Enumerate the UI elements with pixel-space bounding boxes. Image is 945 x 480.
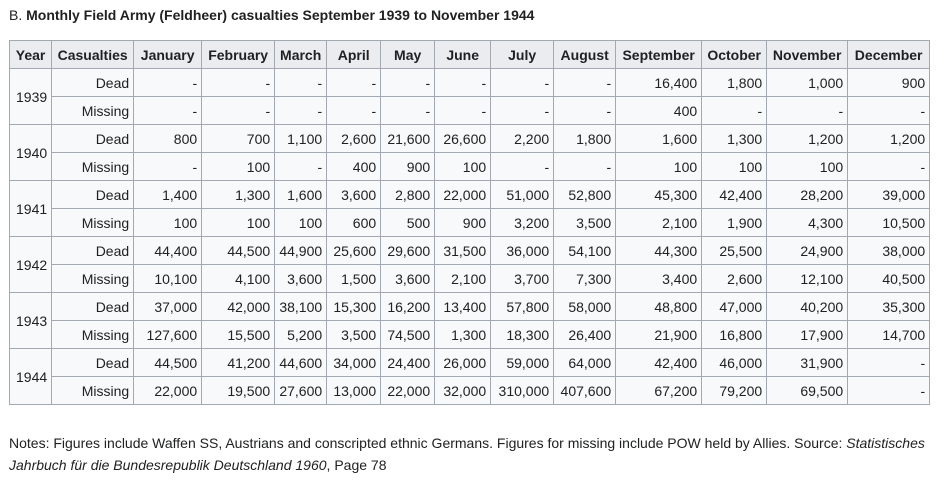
- casualty-type-cell: Missing: [52, 209, 134, 237]
- value-cell: 100: [202, 209, 275, 237]
- value-cell: 407,600: [554, 377, 616, 405]
- value-cell: 22,000: [435, 181, 491, 209]
- value-cell: 31,500: [435, 237, 491, 265]
- value-cell: 21,600: [381, 125, 435, 153]
- header-cell: March: [275, 41, 327, 69]
- value-cell: 69,500: [767, 377, 848, 405]
- value-cell: 12,100: [767, 265, 848, 293]
- table-row: [10, 153, 930, 181]
- value-cell: 37,000: [134, 293, 202, 321]
- value-cell: 3,600: [275, 265, 327, 293]
- value-cell: 500: [381, 209, 435, 237]
- header-cell: June: [435, 41, 491, 69]
- value-cell: 35,300: [848, 293, 930, 321]
- caption-title: Monthly Field Army (Feldheer) casualties September 1939 to November 1944: [26, 7, 535, 23]
- header-cell: December: [848, 41, 930, 69]
- value-cell: 36,000: [491, 237, 554, 265]
- table-caption: [9, 7, 534, 23]
- value-cell: 29,600: [381, 237, 435, 265]
- value-cell: 38,100: [275, 293, 327, 321]
- value-cell: -: [134, 97, 202, 125]
- table-row: [10, 349, 930, 377]
- value-cell: 46,000: [702, 349, 767, 377]
- value-cell: 40,500: [848, 265, 930, 293]
- value-cell: 31,900: [767, 349, 848, 377]
- table-row: [10, 377, 930, 405]
- value-cell: 2,800: [381, 181, 435, 209]
- value-cell: 100: [134, 209, 202, 237]
- value-cell: 67,200: [616, 377, 702, 405]
- value-cell: 1,800: [702, 69, 767, 97]
- value-cell: 25,500: [702, 237, 767, 265]
- value-cell: 54,100: [554, 237, 616, 265]
- value-cell: 2,600: [327, 125, 381, 153]
- value-cell: 44,900: [275, 237, 327, 265]
- value-cell: 3,600: [327, 181, 381, 209]
- value-cell: -: [381, 97, 435, 125]
- value-cell: 100: [202, 153, 275, 181]
- value-cell: -: [848, 97, 930, 125]
- value-cell: -: [848, 153, 930, 181]
- value-cell: 900: [848, 69, 930, 97]
- table-notes: [9, 432, 934, 476]
- casualty-type-cell: Dead: [52, 181, 134, 209]
- casualty-type-cell: Dead: [52, 125, 134, 153]
- value-cell: 3,700: [491, 265, 554, 293]
- table-row: [10, 209, 930, 237]
- value-cell: 2,200: [491, 125, 554, 153]
- value-cell: 24,400: [381, 349, 435, 377]
- table-row: [10, 237, 930, 265]
- value-cell: 3,500: [554, 209, 616, 237]
- value-cell: -: [202, 97, 275, 125]
- value-cell: 100: [767, 153, 848, 181]
- notes-tail: , Page 78: [326, 457, 387, 473]
- value-cell: 100: [435, 153, 491, 181]
- value-cell: 2,100: [616, 209, 702, 237]
- value-cell: 28,200: [767, 181, 848, 209]
- value-cell: -: [275, 69, 327, 97]
- value-cell: -: [327, 97, 381, 125]
- value-cell: -: [767, 97, 848, 125]
- value-cell: 48,800: [616, 293, 702, 321]
- value-cell: 1,300: [702, 125, 767, 153]
- header-row: [10, 41, 930, 69]
- value-cell: 42,400: [702, 181, 767, 209]
- value-cell: 100: [702, 153, 767, 181]
- value-cell: -: [848, 349, 930, 377]
- value-cell: 2,600: [702, 265, 767, 293]
- value-cell: 14,700: [848, 321, 930, 349]
- value-cell: 1,000: [767, 69, 848, 97]
- value-cell: 310,000: [491, 377, 554, 405]
- value-cell: 44,300: [616, 237, 702, 265]
- table-row: [10, 69, 930, 97]
- value-cell: 15,300: [327, 293, 381, 321]
- value-cell: 400: [616, 97, 702, 125]
- casualty-type-cell: Missing: [52, 321, 134, 349]
- value-cell: 40,200: [767, 293, 848, 321]
- value-cell: 5,200: [275, 321, 327, 349]
- notes-source: Statistisches Jahrbuch für die Bundesrepublik Deutschland 1960: [9, 435, 925, 473]
- table-row: [10, 293, 930, 321]
- value-cell: 44,400: [134, 237, 202, 265]
- value-cell: 900: [381, 153, 435, 181]
- value-cell: 22,000: [381, 377, 435, 405]
- value-cell: 26,600: [435, 125, 491, 153]
- value-cell: 38,000: [848, 237, 930, 265]
- value-cell: 47,000: [702, 293, 767, 321]
- value-cell: 26,000: [435, 349, 491, 377]
- year-cell: 1940: [10, 125, 52, 181]
- value-cell: 1,200: [767, 125, 848, 153]
- year-cell: 1943: [10, 293, 52, 349]
- value-cell: 3,200: [491, 209, 554, 237]
- value-cell: 3,500: [327, 321, 381, 349]
- value-cell: -: [275, 153, 327, 181]
- value-cell: 44,600: [275, 349, 327, 377]
- value-cell: 32,000: [435, 377, 491, 405]
- value-cell: 21,900: [616, 321, 702, 349]
- value-cell: -: [491, 69, 554, 97]
- value-cell: 79,200: [702, 377, 767, 405]
- value-cell: -: [435, 97, 491, 125]
- header-cell: February: [202, 41, 275, 69]
- value-cell: 13,000: [327, 377, 381, 405]
- value-cell: 42,000: [202, 293, 275, 321]
- value-cell: 57,800: [491, 293, 554, 321]
- value-cell: 51,000: [491, 181, 554, 209]
- casualty-type-cell: Missing: [52, 153, 134, 181]
- value-cell: 15,500: [202, 321, 275, 349]
- value-cell: 1,300: [435, 321, 491, 349]
- value-cell: 10,100: [134, 265, 202, 293]
- header-cell: Casualties: [52, 41, 134, 69]
- value-cell: 800: [134, 125, 202, 153]
- value-cell: 16,800: [702, 321, 767, 349]
- value-cell: -: [554, 97, 616, 125]
- value-cell: -: [491, 97, 554, 125]
- value-cell: -: [381, 69, 435, 97]
- value-cell: 34,000: [327, 349, 381, 377]
- value-cell: 1,800: [554, 125, 616, 153]
- value-cell: 400: [327, 153, 381, 181]
- header-cell: April: [327, 41, 381, 69]
- value-cell: -: [491, 153, 554, 181]
- value-cell: 1,500: [327, 265, 381, 293]
- value-cell: -: [275, 97, 327, 125]
- value-cell: 41,200: [202, 349, 275, 377]
- casualty-type-cell: Missing: [52, 265, 134, 293]
- value-cell: 10,500: [848, 209, 930, 237]
- value-cell: 44,500: [202, 237, 275, 265]
- header-cell: May: [381, 41, 435, 69]
- value-cell: 1,900: [702, 209, 767, 237]
- notes-text: Notes: Figures include Waffen SS, Austrians and conscripted ethnic Germans. Figures for missing include POW held by Allies. Source:: [9, 435, 847, 451]
- casualty-type-cell: Dead: [52, 237, 134, 265]
- value-cell: -: [202, 69, 275, 97]
- casualty-type-cell: Missing: [52, 377, 134, 405]
- value-cell: 19,500: [202, 377, 275, 405]
- header-cell: October: [702, 41, 767, 69]
- casualty-type-cell: Missing: [52, 97, 134, 125]
- value-cell: 1,400: [134, 181, 202, 209]
- value-cell: 7,300: [554, 265, 616, 293]
- value-cell: 17,900: [767, 321, 848, 349]
- value-cell: 26,400: [554, 321, 616, 349]
- value-cell: 127,600: [134, 321, 202, 349]
- year-cell: 1941: [10, 181, 52, 237]
- value-cell: 39,000: [848, 181, 930, 209]
- table-row: [10, 321, 930, 349]
- table-row: [10, 181, 930, 209]
- value-cell: 18,300: [491, 321, 554, 349]
- value-cell: 22,000: [134, 377, 202, 405]
- value-cell: 59,000: [491, 349, 554, 377]
- value-cell: -: [327, 69, 381, 97]
- value-cell: 1,600: [616, 125, 702, 153]
- value-cell: 2,100: [435, 265, 491, 293]
- value-cell: 100: [616, 153, 702, 181]
- value-cell: -: [554, 153, 616, 181]
- value-cell: -: [702, 97, 767, 125]
- value-cell: 45,300: [616, 181, 702, 209]
- value-cell: 1,200: [848, 125, 930, 153]
- value-cell: 52,800: [554, 181, 616, 209]
- value-cell: 24,900: [767, 237, 848, 265]
- value-cell: 74,500: [381, 321, 435, 349]
- value-cell: 42,400: [616, 349, 702, 377]
- header-cell: September: [616, 41, 702, 69]
- value-cell: 3,400: [616, 265, 702, 293]
- table-row: [10, 125, 930, 153]
- value-cell: 1,300: [202, 181, 275, 209]
- casualty-type-cell: Dead: [52, 349, 134, 377]
- value-cell: 4,300: [767, 209, 848, 237]
- value-cell: 1,100: [275, 125, 327, 153]
- value-cell: 25,600: [327, 237, 381, 265]
- value-cell: 4,100: [202, 265, 275, 293]
- value-cell: 58,000: [554, 293, 616, 321]
- value-cell: 600: [327, 209, 381, 237]
- year-cell: 1944: [10, 349, 52, 405]
- value-cell: 16,200: [381, 293, 435, 321]
- value-cell: 1,600: [275, 181, 327, 209]
- year-cell: 1942: [10, 237, 52, 293]
- header-cell: November: [767, 41, 848, 69]
- casualties-table: [9, 40, 930, 405]
- table-row: [10, 97, 930, 125]
- value-cell: 64,000: [554, 349, 616, 377]
- value-cell: -: [134, 153, 202, 181]
- table-row: [10, 265, 930, 293]
- value-cell: 100: [275, 209, 327, 237]
- table-body: [10, 69, 930, 405]
- casualty-type-cell: Dead: [52, 293, 134, 321]
- value-cell: -: [134, 69, 202, 97]
- value-cell: 16,400: [616, 69, 702, 97]
- value-cell: 44,500: [134, 349, 202, 377]
- value-cell: 700: [202, 125, 275, 153]
- year-cell: 1939: [10, 69, 52, 125]
- value-cell: -: [848, 377, 930, 405]
- value-cell: -: [554, 69, 616, 97]
- value-cell: 900: [435, 209, 491, 237]
- value-cell: 27,600: [275, 377, 327, 405]
- header-cell: July: [491, 41, 554, 69]
- value-cell: -: [435, 69, 491, 97]
- header-cell: January: [134, 41, 202, 69]
- casualty-type-cell: Dead: [52, 69, 134, 97]
- header-cell: August: [554, 41, 616, 69]
- caption-prefix: B.: [9, 7, 27, 23]
- header-cell: Year: [10, 41, 52, 69]
- value-cell: 3,600: [381, 265, 435, 293]
- value-cell: 13,400: [435, 293, 491, 321]
